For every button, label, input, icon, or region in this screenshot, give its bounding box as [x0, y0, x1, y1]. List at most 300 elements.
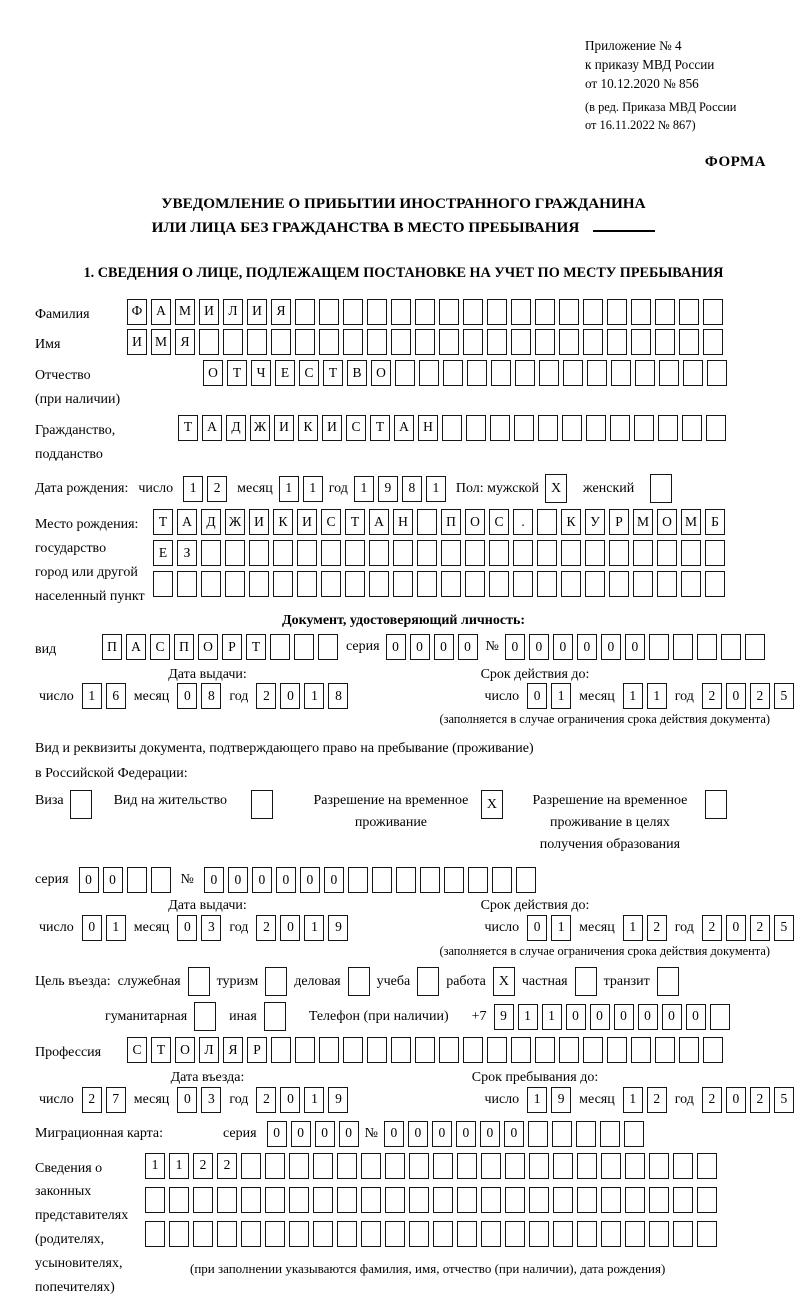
- form-cell[interactable]: [409, 1187, 429, 1213]
- form-cell[interactable]: С: [299, 360, 319, 386]
- form-cell[interactable]: [439, 299, 459, 325]
- form-cell[interactable]: 1: [518, 1004, 538, 1030]
- form-cell[interactable]: Н: [393, 509, 413, 535]
- form-cell[interactable]: Е: [153, 540, 173, 566]
- form-cell[interactable]: 0: [527, 915, 547, 941]
- form-cell[interactable]: [417, 509, 437, 535]
- form-cell[interactable]: [151, 867, 171, 893]
- birth-place-cells-row1[interactable]: [153, 509, 725, 535]
- form-cell[interactable]: 2: [256, 683, 276, 709]
- form-cell[interactable]: [682, 415, 702, 441]
- form-cell[interactable]: [514, 415, 534, 441]
- form-cell[interactable]: [679, 299, 699, 325]
- form-cell[interactable]: [417, 540, 437, 566]
- form-cell[interactable]: [443, 360, 463, 386]
- form-cell[interactable]: [271, 1037, 291, 1063]
- form-cell[interactable]: 5: [774, 1087, 794, 1113]
- form-cell[interactable]: 0: [686, 1004, 706, 1030]
- form-cell[interactable]: [633, 540, 653, 566]
- form-cell[interactable]: 9: [551, 1087, 571, 1113]
- migration-number-cells[interactable]: [384, 1121, 644, 1147]
- form-cell[interactable]: [649, 634, 669, 660]
- form-cell[interactable]: К: [273, 509, 293, 535]
- form-cell[interactable]: А: [369, 509, 389, 535]
- residence-issue-year-cells[interactable]: [256, 915, 348, 941]
- form-cell[interactable]: [705, 571, 725, 597]
- form-cell[interactable]: [559, 299, 579, 325]
- form-cell[interactable]: [439, 1037, 459, 1063]
- form-cell[interactable]: [241, 1221, 261, 1247]
- form-cell[interactable]: 2: [217, 1153, 237, 1179]
- form-cell[interactable]: [624, 1121, 644, 1147]
- form-cell[interactable]: [681, 571, 701, 597]
- residence-series-cells[interactable]: [79, 867, 171, 893]
- form-cell[interactable]: [409, 1153, 429, 1179]
- purpose-official-checkbox[interactable]: [188, 967, 210, 996]
- identity-issue-year-cells[interactable]: [256, 683, 348, 709]
- form-cell[interactable]: [294, 634, 314, 660]
- form-cell[interactable]: [372, 867, 392, 893]
- form-cell[interactable]: И: [322, 415, 342, 441]
- form-cell[interactable]: 0: [505, 634, 525, 660]
- form-cell[interactable]: [348, 867, 368, 893]
- surname-cells[interactable]: [127, 299, 723, 325]
- form-cell[interactable]: 0: [82, 915, 102, 941]
- form-cell[interactable]: [433, 1153, 453, 1179]
- sex-female-checkbox[interactable]: [650, 474, 672, 503]
- form-cell[interactable]: [415, 299, 435, 325]
- form-cell[interactable]: [681, 540, 701, 566]
- form-cell[interactable]: О: [198, 634, 218, 660]
- form-cell[interactable]: [491, 360, 511, 386]
- form-cell[interactable]: [649, 1187, 669, 1213]
- form-cell[interactable]: 0: [577, 634, 597, 660]
- form-cell[interactable]: [153, 571, 173, 597]
- residence-valid-month-cells[interactable]: [623, 915, 667, 941]
- form-cell[interactable]: И: [297, 509, 317, 535]
- form-cell[interactable]: З: [177, 540, 197, 566]
- form-cell[interactable]: Т: [227, 360, 247, 386]
- temporary-residence-education-checkbox[interactable]: [705, 790, 727, 819]
- birth-place-cells-row2[interactable]: [153, 540, 725, 566]
- form-cell[interactable]: Т: [323, 360, 343, 386]
- form-cell[interactable]: 0: [480, 1121, 500, 1147]
- form-cell[interactable]: М: [175, 299, 195, 325]
- form-cell[interactable]: [319, 299, 339, 325]
- form-cell[interactable]: [607, 299, 627, 325]
- form-cell[interactable]: Ч: [251, 360, 271, 386]
- form-cell[interactable]: [505, 1187, 525, 1213]
- entry-month-cells[interactable]: [177, 1087, 221, 1113]
- form-cell[interactable]: О: [657, 509, 677, 535]
- form-cell[interactable]: [697, 1187, 717, 1213]
- form-cell[interactable]: [273, 540, 293, 566]
- form-cell[interactable]: 0: [228, 867, 248, 893]
- form-cell[interactable]: [289, 1221, 309, 1247]
- form-cell[interactable]: С: [127, 1037, 147, 1063]
- form-cell[interactable]: М: [151, 329, 171, 355]
- form-cell[interactable]: [217, 1187, 237, 1213]
- form-cell[interactable]: М: [633, 509, 653, 535]
- identity-valid-year-cells[interactable]: [702, 683, 794, 709]
- form-cell[interactable]: Р: [247, 1037, 267, 1063]
- form-cell[interactable]: К: [298, 415, 318, 441]
- form-cell[interactable]: [270, 634, 290, 660]
- form-cell[interactable]: [679, 329, 699, 355]
- purpose-humanitarian-checkbox[interactable]: [194, 1002, 216, 1031]
- form-cell[interactable]: [297, 540, 317, 566]
- form-cell[interactable]: [247, 329, 267, 355]
- form-cell[interactable]: [385, 1221, 405, 1247]
- form-cell[interactable]: [319, 1037, 339, 1063]
- form-cell[interactable]: 0: [384, 1121, 404, 1147]
- form-cell[interactable]: [563, 360, 583, 386]
- form-cell[interactable]: 1: [551, 915, 571, 941]
- form-cell[interactable]: 1: [145, 1153, 165, 1179]
- form-cell[interactable]: [609, 540, 629, 566]
- form-cell[interactable]: [385, 1153, 405, 1179]
- form-cell[interactable]: 0: [204, 867, 224, 893]
- form-cell[interactable]: [577, 1153, 597, 1179]
- form-cell[interactable]: 8: [201, 683, 221, 709]
- form-cell[interactable]: [707, 360, 727, 386]
- form-cell[interactable]: 0: [177, 1087, 197, 1113]
- form-cell[interactable]: [442, 415, 462, 441]
- form-cell[interactable]: [441, 540, 461, 566]
- form-cell[interactable]: [655, 329, 675, 355]
- form-cell[interactable]: [634, 415, 654, 441]
- identity-doc-series-cells[interactable]: [386, 634, 478, 660]
- birth-place-cells-row3[interactable]: [153, 571, 725, 597]
- form-cell[interactable]: [391, 299, 411, 325]
- form-cell[interactable]: 0: [410, 634, 430, 660]
- form-cell[interactable]: [313, 1221, 333, 1247]
- form-cell[interactable]: [444, 867, 464, 893]
- form-cell[interactable]: [601, 1221, 621, 1247]
- form-cell[interactable]: [337, 1187, 357, 1213]
- form-cell[interactable]: 0: [625, 634, 645, 660]
- birth-year-cells[interactable]: [354, 476, 446, 502]
- form-cell[interactable]: С: [321, 509, 341, 535]
- form-cell[interactable]: [465, 540, 485, 566]
- form-cell[interactable]: [369, 571, 389, 597]
- form-cell[interactable]: [697, 634, 717, 660]
- form-cell[interactable]: 2: [750, 1087, 770, 1113]
- identity-issue-day-cells[interactable]: [82, 683, 126, 709]
- form-cell[interactable]: [265, 1187, 285, 1213]
- form-cell[interactable]: Л: [199, 1037, 219, 1063]
- form-cell[interactable]: 1: [647, 683, 667, 709]
- form-cell[interactable]: [177, 571, 197, 597]
- form-cell[interactable]: 2: [82, 1087, 102, 1113]
- purpose-private-checkbox[interactable]: [575, 967, 597, 996]
- form-cell[interactable]: [295, 1037, 315, 1063]
- form-cell[interactable]: [457, 1187, 477, 1213]
- form-cell[interactable]: [515, 360, 535, 386]
- form-cell[interactable]: [657, 571, 677, 597]
- form-cell[interactable]: В: [347, 360, 367, 386]
- form-cell[interactable]: [481, 1221, 501, 1247]
- form-cell[interactable]: [201, 571, 221, 597]
- form-cell[interactable]: К: [561, 509, 581, 535]
- form-cell[interactable]: [265, 1153, 285, 1179]
- form-cell[interactable]: [511, 299, 531, 325]
- form-cell[interactable]: [553, 1153, 573, 1179]
- form-cell[interactable]: [481, 1187, 501, 1213]
- form-cell[interactable]: 0: [726, 1087, 746, 1113]
- form-cell[interactable]: [393, 571, 413, 597]
- identity-valid-month-cells[interactable]: [623, 683, 667, 709]
- form-cell[interactable]: [343, 299, 363, 325]
- form-cell[interactable]: [223, 329, 243, 355]
- form-cell[interactable]: [415, 329, 435, 355]
- form-cell[interactable]: 0: [434, 634, 454, 660]
- form-cell[interactable]: 2: [750, 915, 770, 941]
- form-cell[interactable]: [553, 1187, 573, 1213]
- form-cell[interactable]: [562, 415, 582, 441]
- form-cell[interactable]: [343, 329, 363, 355]
- form-cell[interactable]: [345, 540, 365, 566]
- form-cell[interactable]: [631, 299, 651, 325]
- form-cell[interactable]: 2: [702, 683, 722, 709]
- form-cell[interactable]: 0: [527, 683, 547, 709]
- form-cell[interactable]: [697, 1153, 717, 1179]
- residence-issue-month-cells[interactable]: [177, 915, 221, 941]
- form-cell[interactable]: [487, 1037, 507, 1063]
- form-cell[interactable]: [583, 1037, 603, 1063]
- form-cell[interactable]: [611, 360, 631, 386]
- form-cell[interactable]: 0: [252, 867, 272, 893]
- identity-doc-kind-cells[interactable]: [102, 634, 338, 660]
- form-cell[interactable]: 9: [328, 915, 348, 941]
- form-cell[interactable]: 5: [774, 915, 794, 941]
- entry-year-cells[interactable]: [256, 1087, 348, 1113]
- form-cell[interactable]: [199, 329, 219, 355]
- form-cell[interactable]: [537, 540, 557, 566]
- form-cell[interactable]: [577, 1221, 597, 1247]
- purpose-tourism-checkbox[interactable]: [265, 967, 287, 996]
- form-cell[interactable]: 6: [106, 683, 126, 709]
- form-cell[interactable]: И: [127, 329, 147, 355]
- form-cell[interactable]: [297, 571, 317, 597]
- form-cell[interactable]: 2: [750, 683, 770, 709]
- form-cell[interactable]: [391, 329, 411, 355]
- representatives-cells-row3[interactable]: [145, 1221, 717, 1247]
- form-cell[interactable]: [337, 1153, 357, 1179]
- form-cell[interactable]: [585, 540, 605, 566]
- identity-issue-month-cells[interactable]: [177, 683, 221, 709]
- form-cell[interactable]: 1: [183, 476, 203, 502]
- form-cell[interactable]: [367, 329, 387, 355]
- form-cell[interactable]: [487, 329, 507, 355]
- form-cell[interactable]: [577, 1187, 597, 1213]
- stay-day-cells[interactable]: [527, 1087, 571, 1113]
- form-cell[interactable]: 0: [638, 1004, 658, 1030]
- form-cell[interactable]: [583, 329, 603, 355]
- form-cell[interactable]: Л: [223, 299, 243, 325]
- form-cell[interactable]: [529, 1221, 549, 1247]
- form-cell[interactable]: [201, 540, 221, 566]
- form-cell[interactable]: 0: [315, 1121, 335, 1147]
- form-cell[interactable]: Т: [345, 509, 365, 535]
- form-cell[interactable]: Р: [222, 634, 242, 660]
- form-cell[interactable]: 0: [79, 867, 99, 893]
- form-cell[interactable]: 2: [256, 915, 276, 941]
- form-cell[interactable]: [607, 1037, 627, 1063]
- form-cell[interactable]: [249, 571, 269, 597]
- form-cell[interactable]: О: [465, 509, 485, 535]
- form-cell[interactable]: С: [346, 415, 366, 441]
- form-cell[interactable]: [441, 571, 461, 597]
- purpose-work-checkbox[interactable]: X: [493, 967, 515, 996]
- form-cell[interactable]: [505, 1221, 525, 1247]
- form-cell[interactable]: [585, 571, 605, 597]
- form-cell[interactable]: [225, 540, 245, 566]
- form-cell[interactable]: [609, 571, 629, 597]
- form-cell[interactable]: [361, 1221, 381, 1247]
- form-cell[interactable]: 2: [702, 915, 722, 941]
- form-cell[interactable]: [289, 1187, 309, 1213]
- form-cell[interactable]: [369, 540, 389, 566]
- form-cell[interactable]: 1: [623, 1087, 643, 1113]
- form-cell[interactable]: 0: [614, 1004, 634, 1030]
- form-cell[interactable]: [321, 571, 341, 597]
- form-cell[interactable]: Я: [271, 299, 291, 325]
- form-cell[interactable]: 2: [256, 1087, 276, 1113]
- form-cell[interactable]: 2: [647, 1087, 667, 1113]
- form-cell[interactable]: [295, 329, 315, 355]
- representatives-cells-row1[interactable]: [145, 1153, 717, 1179]
- form-cell[interactable]: [169, 1221, 189, 1247]
- form-cell[interactable]: 8: [328, 683, 348, 709]
- form-cell[interactable]: [673, 634, 693, 660]
- form-cell[interactable]: [273, 571, 293, 597]
- identity-doc-number-cells[interactable]: [505, 634, 765, 660]
- migration-series-cells[interactable]: [267, 1121, 359, 1147]
- form-cell[interactable]: [586, 415, 606, 441]
- profession-cells[interactable]: [127, 1037, 723, 1063]
- form-cell[interactable]: 0: [566, 1004, 586, 1030]
- form-cell[interactable]: [409, 1221, 429, 1247]
- form-cell[interactable]: [703, 1037, 723, 1063]
- patronymic-cells[interactable]: [203, 360, 727, 386]
- form-cell[interactable]: [193, 1221, 213, 1247]
- form-cell[interactable]: 1: [551, 683, 571, 709]
- form-cell[interactable]: [659, 360, 679, 386]
- form-cell[interactable]: [601, 1187, 621, 1213]
- form-cell[interactable]: [241, 1187, 261, 1213]
- form-cell[interactable]: [361, 1153, 381, 1179]
- form-cell[interactable]: Д: [226, 415, 246, 441]
- form-cell[interactable]: [625, 1153, 645, 1179]
- form-cell[interactable]: 1: [279, 476, 299, 502]
- form-cell[interactable]: 0: [456, 1121, 476, 1147]
- form-cell[interactable]: [537, 571, 557, 597]
- form-cell[interactable]: И: [199, 299, 219, 325]
- form-cell[interactable]: [539, 360, 559, 386]
- form-cell[interactable]: [649, 1153, 669, 1179]
- form-cell[interactable]: [313, 1187, 333, 1213]
- form-cell[interactable]: 0: [324, 867, 344, 893]
- form-cell[interactable]: [289, 1153, 309, 1179]
- form-cell[interactable]: Т: [178, 415, 198, 441]
- form-cell[interactable]: [295, 299, 315, 325]
- residence-issue-day-cells[interactable]: [82, 915, 126, 941]
- form-cell[interactable]: 9: [378, 476, 398, 502]
- form-cell[interactable]: 0: [432, 1121, 452, 1147]
- form-cell[interactable]: [439, 329, 459, 355]
- form-cell[interactable]: О: [175, 1037, 195, 1063]
- form-cell[interactable]: [538, 415, 558, 441]
- form-cell[interactable]: 1: [304, 1087, 324, 1113]
- form-cell[interactable]: [465, 571, 485, 597]
- form-cell[interactable]: Р: [609, 509, 629, 535]
- form-cell[interactable]: [529, 1187, 549, 1213]
- form-cell[interactable]: [321, 540, 341, 566]
- form-cell[interactable]: [631, 329, 651, 355]
- form-cell[interactable]: [457, 1221, 477, 1247]
- form-cell[interactable]: [490, 415, 510, 441]
- form-cell[interactable]: И: [247, 299, 267, 325]
- stay-month-cells[interactable]: [623, 1087, 667, 1113]
- form-cell[interactable]: [193, 1187, 213, 1213]
- form-cell[interactable]: 2: [647, 915, 667, 941]
- form-cell[interactable]: [481, 1153, 501, 1179]
- form-cell[interactable]: С: [150, 634, 170, 660]
- form-cell[interactable]: У: [585, 509, 605, 535]
- form-cell[interactable]: П: [102, 634, 122, 660]
- form-cell[interactable]: [625, 1221, 645, 1247]
- form-cell[interactable]: [655, 299, 675, 325]
- form-cell[interactable]: 1: [527, 1087, 547, 1113]
- form-cell[interactable]: [600, 1121, 620, 1147]
- form-cell[interactable]: 0: [601, 634, 621, 660]
- form-cell[interactable]: [706, 415, 726, 441]
- form-cell[interactable]: 3: [201, 1087, 221, 1113]
- form-cell[interactable]: [673, 1153, 693, 1179]
- form-cell[interactable]: [703, 299, 723, 325]
- form-cell[interactable]: А: [394, 415, 414, 441]
- form-cell[interactable]: А: [126, 634, 146, 660]
- form-cell[interactable]: [396, 867, 416, 893]
- purpose-transit-checkbox[interactable]: [657, 967, 679, 996]
- form-cell[interactable]: 0: [339, 1121, 359, 1147]
- form-cell[interactable]: 0: [276, 867, 296, 893]
- form-cell[interactable]: [635, 360, 655, 386]
- form-cell[interactable]: 9: [328, 1087, 348, 1113]
- form-cell[interactable]: [658, 415, 678, 441]
- form-cell[interactable]: И: [274, 415, 294, 441]
- form-cell[interactable]: [683, 360, 703, 386]
- form-cell[interactable]: [528, 1121, 548, 1147]
- form-cell[interactable]: [679, 1037, 699, 1063]
- form-cell[interactable]: Т: [246, 634, 266, 660]
- form-cell[interactable]: [489, 571, 509, 597]
- form-cell[interactable]: 0: [662, 1004, 682, 1030]
- form-cell[interactable]: [313, 1153, 333, 1179]
- form-cell[interactable]: [145, 1187, 165, 1213]
- form-cell[interactable]: [561, 571, 581, 597]
- form-cell[interactable]: 2: [702, 1087, 722, 1113]
- form-cell[interactable]: 1: [304, 915, 324, 941]
- form-cell[interactable]: [583, 299, 603, 325]
- form-cell[interactable]: 1: [623, 683, 643, 709]
- form-cell[interactable]: 0: [280, 1087, 300, 1113]
- form-cell[interactable]: [433, 1221, 453, 1247]
- form-cell[interactable]: 8: [402, 476, 422, 502]
- form-cell[interactable]: [417, 571, 437, 597]
- form-cell[interactable]: [655, 1037, 675, 1063]
